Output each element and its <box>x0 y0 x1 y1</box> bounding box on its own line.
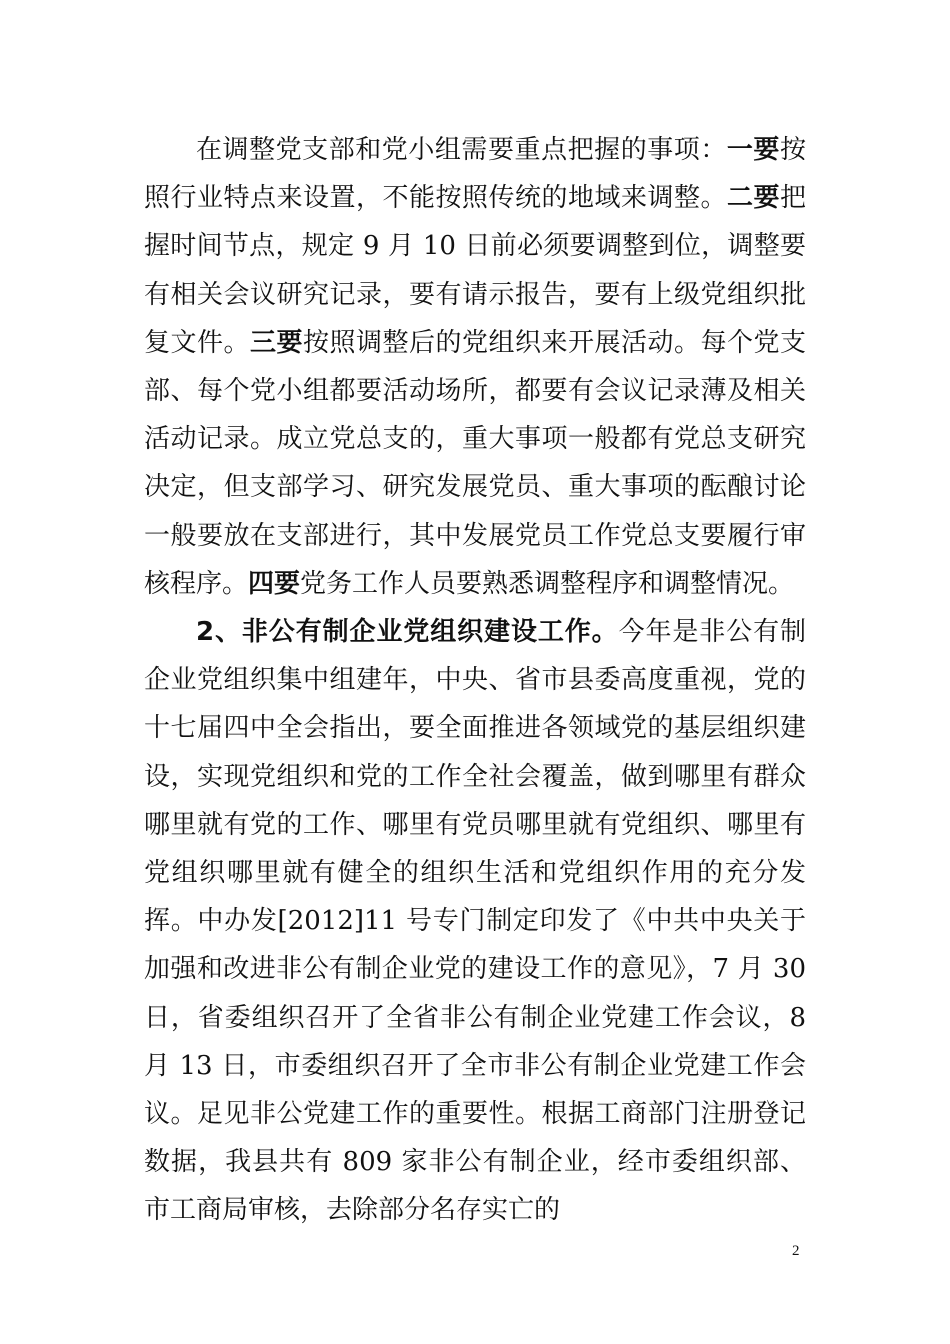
paragraph-2-text: 今年是非公有制企业党组织集中组建年，中央、省市县委高度重视，党的十七届四中全会指出，要全面推进各领域党的基层组织建设，实现党组织和党的工作全社会覆盖，做到哪里有群众哪里就有党的工作、哪里有党员哪里就有党组织、哪里有党组织哪里就有健全的组织生活和党组织作用的充分发挥。中办发[2012]11 号专门制定印发了《中共中央关于加强和改进非公有制企业党的建设工作的意见》，7 月 30 日，省委组织召开了全省非公有制企业党建工作会议，8 月 13 日，市委组织召开了全市非公有制企业党建工作会议。足见非公党建工作的重要性。根据工商部门注册登记数据，我县共有 809 家非公有制企业，经市委组织部、市工商局审核，去除部分名存实亡的 <box>144 617 806 1226</box>
paragraph-1 <box>144 126 806 608</box>
paragraph-1-text-3: 把握时间节点，规定 9 月 10 日前必须要调整到位，调整要有相关会议研究记录，要有请示报告，要有上级党组织批复文件。 <box>144 183 806 358</box>
paragraph-1-keyword-1: 一要 <box>726 135 780 165</box>
paragraph-1-text-5: 党务工作人员要熟悉调整程序和调整情况。 <box>300 568 795 599</box>
section-heading: 2、非公有制企业党组织建设工作。 <box>196 617 619 648</box>
paragraph-1-keyword-3: 三要 <box>250 327 303 358</box>
paragraph-1-text-1: 在调整党支部和党小组需要重点把握的事项： <box>196 135 727 165</box>
paragraph-2 <box>144 608 806 1235</box>
page-number: 2 <box>792 1243 800 1259</box>
paragraph-1-text-2: 按照行业特点来设置，不能按照传统的地域来调整。 <box>144 135 806 214</box>
paragraph-1-keyword-4: 四要 <box>248 568 301 599</box>
document-body <box>144 126 806 1235</box>
paragraph-1-text-4: 按照调整后的党组织来开展活动。每个党支部、每个党小组都要活动场所，都要有会议记录薄及相关活动记录。成立党总支的，重大事项一般都有党总支研究决定，但支部学习、研究发展党员、重大事项的酝酿讨论一般要放在支部进行，其中发展党员工作党总支要履行审核程序。 <box>144 327 806 599</box>
paragraph-1-keyword-2: 二要 <box>726 183 780 214</box>
